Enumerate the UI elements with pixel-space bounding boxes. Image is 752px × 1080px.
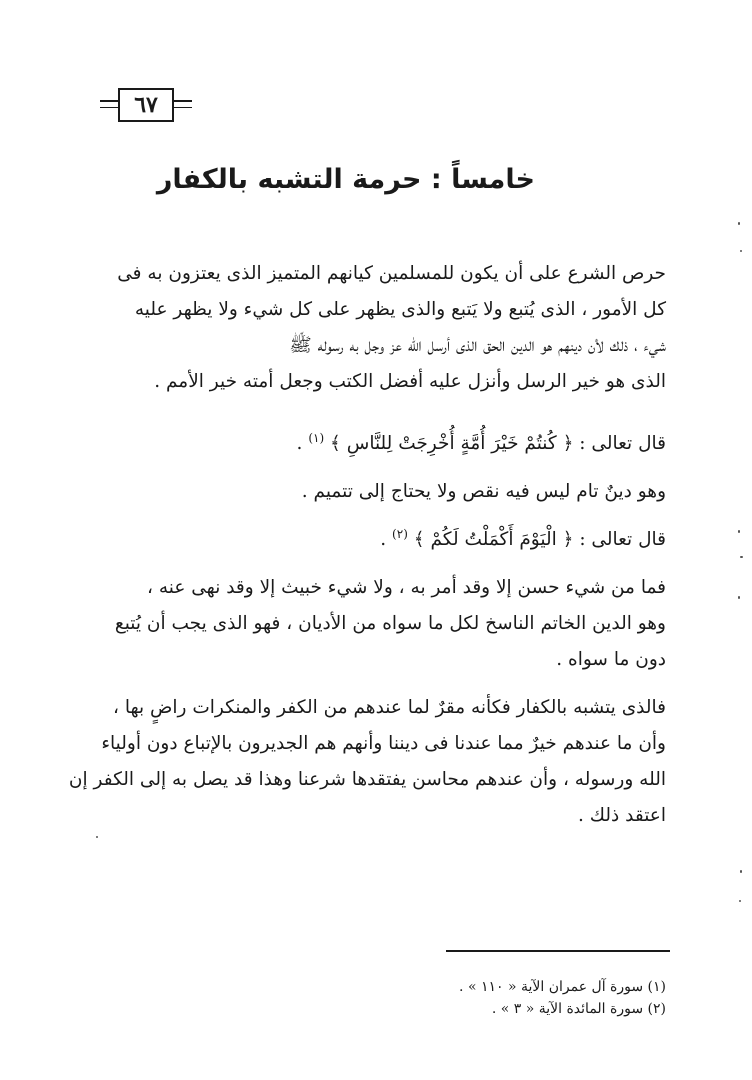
- scan-speck: [738, 222, 740, 225]
- text-line: اعتقد ذلك .: [578, 805, 666, 826]
- footnote-ref-2: (٢): [392, 527, 408, 541]
- paragraph-1: [86, 256, 666, 400]
- paragraph-3: [68, 690, 666, 834]
- quote-end: .: [296, 433, 303, 455]
- page-number-ornament: [100, 86, 192, 126]
- footnote-separator: [446, 950, 670, 952]
- text-line: دون ما سواه .: [556, 649, 666, 670]
- text-line: شيء ، ذلك لأن دينهم هو الدين الحق الذى أرسل الله عز وجل به رسوله ﷺ: [289, 335, 666, 356]
- scan-speck: [738, 596, 740, 599]
- quote-text: قال تعالى : ﴿ الْيَوْمَ أَكْمَلْتُ لَكُمْ ﴾: [413, 529, 666, 551]
- quran-quote-2: [86, 516, 666, 558]
- footnotes: [366, 976, 666, 1020]
- page-number: ٦٧: [118, 88, 174, 122]
- text-line: حرص الشرع على أن يكون للمسلمين كيانهم المتميز الذى يعتزون به فى: [117, 263, 666, 284]
- footnote-ref-1: (١): [308, 431, 325, 445]
- text-line: وأن ما عندهم خيرٌ مما عندنا فى ديننا وأنهم هم الجديرون بالإتباع دون أولياء: [101, 733, 666, 754]
- quote-text: قال تعالى : ﴿ كُنتُمْ خَيْرَ أُمَّةٍ أُخْرِجَتْ لِلنَّاسِ ﴾: [330, 433, 666, 455]
- text-line: وهو الدين الخاتم الناسخ لكل ما سواه من الأديان ، فهو الذى يجب أن يُتبع: [114, 613, 666, 634]
- text-line: فما من شيء حسن إلا وقد أمر به ، ولا شيء خبيث إلا وقد نهى عنه ،: [146, 577, 666, 598]
- section-heading: خامساً : حرمة التشبه بالكفار: [156, 164, 535, 195]
- ornament-rule: [100, 107, 118, 108]
- scan-speck: [740, 250, 742, 252]
- quote-end: .: [380, 529, 387, 551]
- ornament-rule: [100, 100, 118, 102]
- ornament-rule: [174, 107, 192, 108]
- paragraph-2: [86, 570, 666, 678]
- ornament-rule: [174, 100, 192, 102]
- scan-speck: [740, 556, 743, 558]
- scan-speck: [96, 836, 98, 838]
- scan-speck: [739, 900, 741, 902]
- quran-quote-1: [86, 420, 666, 462]
- text-line: كل الأمور ، الذى يُتبع ولا يَتبع والذى يظهر على كل شيء ولا يظهر عليه: [134, 299, 666, 320]
- scan-speck: [738, 530, 740, 533]
- text-line: فالذى يتشبه بالكفار فكأنه مقرٌ لما عندهم من الكفر والمنكرات راضٍ بها ،: [112, 697, 666, 718]
- text-line: الذى هو خير الرسل وأنزل عليه أفضل الكتب وجعل أمته خير الأمم .: [154, 371, 666, 392]
- footnote-2: (٢) سورة المائدة الآية « ٣ » .: [491, 1001, 666, 1017]
- footnote-1: (١) سورة آل عمران الآية « ١١٠ » .: [459, 979, 666, 995]
- text-line: الله ورسوله ، وأن عندهم محاسن يفتقدها شرعنا وهذا قد يصل به إلى الكفر إن: [68, 769, 666, 790]
- scan-speck: [740, 870, 742, 873]
- statement-line: وهو دينٌ تام ليس فيه نقص ولا يحتاج إلى تتميم .: [301, 481, 666, 502]
